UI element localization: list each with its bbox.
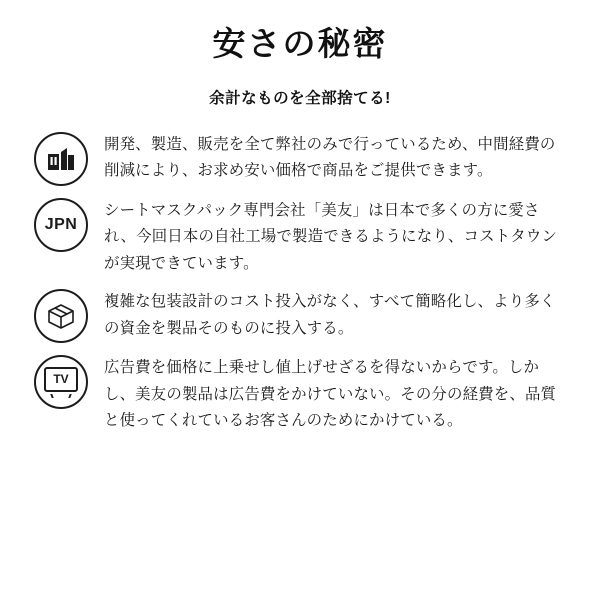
list-item-text: 複雑な包装設計のコスト投入がなく、すべて簡略化し、より多くの資金を製品そのものに投入する。 [104,293,556,337]
list-item-text: シートマスクパック専門会社「美友」は日本で多くの方に愛され、今回日本の自社工場で製造できるようになり、コストタウンが実現できています。 [104,201,558,272]
page-title: 安さの秘密 [212,27,388,63]
factory-icon [34,132,88,186]
list-item-text: 広告費を価格に上乗せし値上げせざるを得ないからです。しかし、美友の製品は広告費をかけていない。その分の経費を、品質と使ってくれているお客さんのためにかけている。 [104,359,557,430]
page-subtitle: 余計なものを全部捨てる! [209,89,391,107]
list-item-text: 開発、製造、販売を全て弊社のみで行っているため、中間経費の削減により、お求め安い価格で商品をご提供できます。 [104,135,556,180]
list-item [34,353,566,434]
tv-icon [34,355,88,409]
list-item [34,130,566,186]
tv-icon-shape [44,367,78,398]
tv-legs [48,394,74,398]
tv-screen [44,367,78,392]
list-item [34,287,566,343]
list-item [34,196,566,277]
box-icon [34,289,88,343]
tv-label: TV [53,372,69,387]
jpn-badge-icon [34,198,88,252]
benefit-list [34,130,566,435]
jpn-badge-label: JPN [44,215,78,233]
